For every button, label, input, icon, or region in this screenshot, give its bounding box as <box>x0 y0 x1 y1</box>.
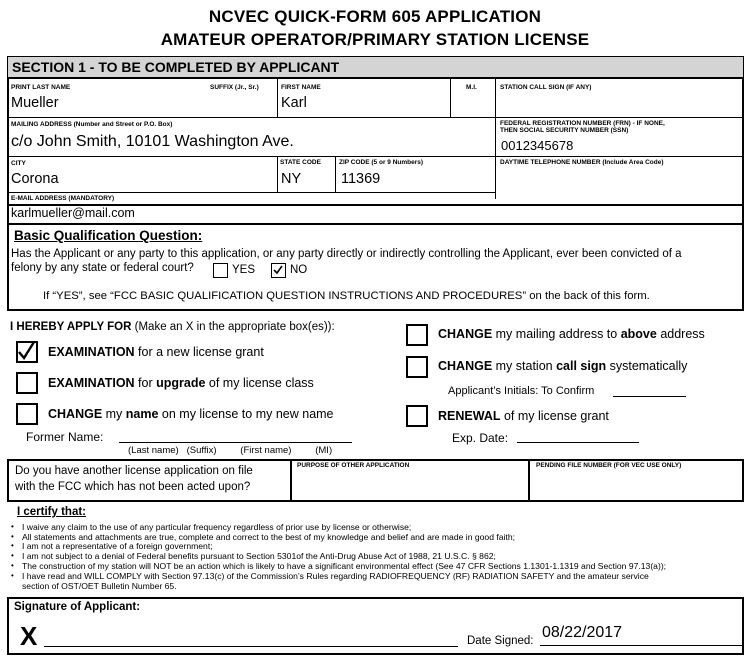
signature-field[interactable] <box>44 646 458 647</box>
city-label: CITY <box>11 160 26 167</box>
exp-date-field[interactable] <box>517 442 639 443</box>
email-row-box <box>7 192 744 223</box>
signature-x-mark: X <box>20 621 38 651</box>
zip-label: ZIP CODE (5 or 9 Numbers) <box>339 159 424 166</box>
change-address-checkbox[interactable] <box>406 324 428 346</box>
frn-label-1: FEDERAL REGISTRATION NUMBER (FRN) - IF NONE, <box>500 120 665 127</box>
suffix-label: SUFFIX (Jr., Sr.) <box>210 84 259 91</box>
yes-label: YES <box>232 264 256 276</box>
certify-item: I am not subject to a denial of Federal benefits pursuant to Section 5301of the Anti-Drug Abuse Act of 1988, 21 U.S.C. § 862; <box>22 551 496 561</box>
mailing-address-field[interactable]: c/o John Smith, 10101 Washington Ave. <box>11 133 294 150</box>
call-sign-label: STATION CALL SIGN (IF ANY) <box>500 84 592 91</box>
state-field[interactable]: NY <box>281 171 302 187</box>
city-field[interactable]: Corona <box>11 171 59 187</box>
purpose-label: PURPOSE OF OTHER APPLICATION <box>297 462 410 469</box>
email-label: E-MAIL ADDRESS (MANDATORY) <box>11 195 115 202</box>
last-name-field[interactable]: Mueller <box>11 95 59 111</box>
frn-field[interactable]: 0012345678 <box>501 138 574 153</box>
call-sign-field[interactable] <box>500 95 740 115</box>
no-label: NO <box>290 264 308 276</box>
state-code-label: STATE CODE <box>280 159 321 166</box>
form-title-line2: AMATEUR OPERATOR/PRIMARY STATION LICENSE <box>160 30 590 49</box>
yes-checkbox[interactable] <box>213 263 228 278</box>
certify-item: The construction of my station will NOT be an action which is likely to have a significant environmental effect (See 47 CFR Sections 1.1301-1.1319 and Section 97.13(a)); <box>22 561 667 571</box>
pending-file-field[interactable] <box>535 472 740 498</box>
first-name-field[interactable]: Karl <box>281 95 307 111</box>
certify-heading: I certify that: <box>17 506 87 518</box>
zip-field[interactable]: 11369 <box>341 171 381 187</box>
email-field[interactable]: karlmueller@mail.com <box>11 206 135 220</box>
mi-label: M.I. <box>466 84 477 91</box>
frn-label-2: THEN SOCIAL SECURITY NUMBER (SSN) <box>500 127 629 134</box>
exam-upgrade-option: EXAMINATION for upgrade of my license class <box>48 376 314 390</box>
certify-item: All statements and attachments are true, complete and correct to the best of my knowledge and belief and are made in good faith; <box>22 532 515 542</box>
initials-label: Applicant’s Initials: To Confirm <box>448 385 595 397</box>
signature-label: Signature of Applicant: <box>14 601 141 613</box>
col-divider <box>450 79 451 117</box>
qualification-note: If “YES”, see “FCC BASIC QUALIFICATION QUESTION INSTRUCTIONS AND PROCEDURES” on the back of this form. <box>43 290 650 302</box>
qualification-heading: Basic Qualification Question: <box>14 228 203 243</box>
row-divider <box>8 117 743 118</box>
checkmark-icon <box>272 264 284 276</box>
col-divider <box>495 79 496 199</box>
change-name-checkbox[interactable] <box>16 403 38 425</box>
last-name-label: PRINT LAST NAME <box>11 84 71 91</box>
certify-item: section of OST/OET Bulletin Number 65. <box>22 581 177 591</box>
section1-header: SECTION 1 - TO BE COMPLETED BY APPLICANT <box>12 59 340 75</box>
renewal-option: RENEWAL of my license grant <box>438 409 609 423</box>
form-title-line1: NCVEC QUICK-FORM 605 APPLICATION <box>208 7 542 26</box>
other-app-question-line1: Do you have another license application on file <box>15 465 253 477</box>
exp-date-label: Exp. Date: <box>452 431 509 445</box>
change-callsign-option: CHANGE my station call sign systematically <box>438 359 688 373</box>
date-signed-underline <box>540 645 742 646</box>
mi-field[interactable] <box>453 94 493 114</box>
change-address-option: CHANGE my mailing address to above address <box>438 327 705 341</box>
date-signed-label: Date Signed: <box>467 635 534 647</box>
change-callsign-checkbox[interactable] <box>406 356 428 378</box>
bullet-icon: • <box>11 541 14 550</box>
bullet-icon: • <box>11 561 14 570</box>
qualification-question-line1: Has the Applicant or any party to this application, or any party directly or indirectly controlling the Applicant, ever been convicted of a <box>11 248 682 260</box>
col-divider <box>277 79 278 117</box>
initials-field[interactable] <box>613 396 686 397</box>
col-divider <box>290 460 292 501</box>
row-divider <box>8 156 743 157</box>
bullet-icon: • <box>11 522 14 531</box>
phone-field[interactable] <box>500 170 740 192</box>
col-divider <box>335 156 336 192</box>
bullet-icon: • <box>11 532 14 541</box>
no-checkbox[interactable] <box>271 263 286 278</box>
renewal-checkbox[interactable] <box>406 405 428 427</box>
qualification-question-line2: felony by any state or federal court? <box>11 262 194 274</box>
date-signed-field[interactable]: 08/22/2017 <box>542 624 623 641</box>
apply-heading: I HEREBY APPLY FOR (Make an X in the appropriate box(es)): <box>10 321 335 333</box>
former-name-parts: (Last name) (Suffix) (First name) (MI) <box>128 445 333 456</box>
exam-new-option: EXAMINATION for a new license grant <box>48 345 264 359</box>
change-name-option: CHANGE my name on my license to my new name <box>48 407 334 421</box>
former-name-field[interactable] <box>119 442 352 443</box>
certify-item: I have read and WILL COMPLY with Section 97.13(c) of the Commission’s Rules regarding RADIOFREQUENCY (RF) RADIATION SAFETY and the amateur service <box>22 571 649 581</box>
pending-file-label: PENDING FILE NUMBER (FOR VEC USE ONLY) <box>536 462 682 469</box>
mailing-address-label: MAILING ADDRESS (Number and Street or P.O. Box) <box>11 121 173 128</box>
checkmark-icon <box>16 341 38 363</box>
certify-item: I waive any claim to the use of any particular frequency regardless of prior use by license or otherwise; <box>22 522 412 532</box>
exam-upgrade-checkbox[interactable] <box>16 372 38 394</box>
col-divider <box>277 156 278 192</box>
phone-label: DAYTIME TELEPHONE NUMBER (Include Area Code) <box>500 159 664 166</box>
col-divider <box>528 460 530 501</box>
first-name-label: FIRST NAME <box>281 84 321 91</box>
bullet-icon: • <box>11 571 14 580</box>
former-name-label: Former Name: <box>26 430 104 444</box>
purpose-field[interactable] <box>296 472 524 498</box>
exam-new-checkbox[interactable] <box>16 341 38 363</box>
bullet-icon: • <box>11 551 14 560</box>
certify-item: I am not a representative of a foreign government; <box>22 541 213 551</box>
other-app-question-line2: with the FCC which has not been acted upon? <box>15 481 251 493</box>
